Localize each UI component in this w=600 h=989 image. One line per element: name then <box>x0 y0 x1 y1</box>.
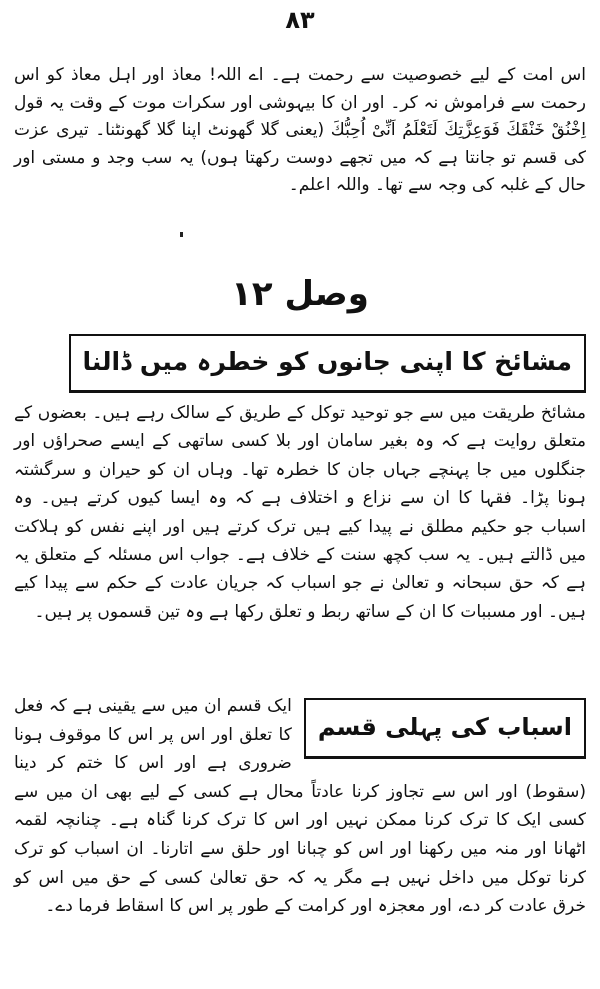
section-heading: وصل ۱۲ <box>231 274 369 314</box>
section-asbab <box>14 692 586 921</box>
boxed-subheading-asbab: اسباب کی پہلی قسم <box>304 698 586 759</box>
page-number: ۸۳ <box>285 6 315 34</box>
boxed-subheading-mashaikh: مشائخ کا اپنی جانوں کو خطرہ میں ڈالنا <box>69 334 586 393</box>
ink-mark <box>180 232 183 237</box>
section-asbab-text: ایک قسم ان میں سے یقینی ہے کہ فعل کا تعلق اور اس پر اس کا موقوف ہونا ضروری ہے اور اس کا ختم کر دینا (سقوط) اور اس سے تجاوز کرنا عادتاً محال ہے کسی کے لیے بھی ان میں سے کسی ایک کا ترک کرنا ممکن نہیں اور اس کا ترک کرنا گناہ ہے۔ چنانچہ لقمہ اٹھانا اور منہ میں رکھنا اور اس کو چبانا اور حلق سے اتارنا۔ ان اسباب کو ترک کرنا توکل میں داخل نہیں ہے مگر یہ کہ حق تعالیٰ کسی کے حق میں اس کو خرق عادت کر دے، اور معجزہ اور کرامت کے طور پر اس کا اسقاط فرما دے۔ <box>14 696 586 917</box>
section-mashaikh <box>14 332 586 626</box>
paragraph-opening: اس امت کے لیے خصوصیت سے رحمت ہے۔ اے اللہ! معاذ اور اہل معاذ کو اس رحمت سے فراموش نہ کر۔ اور ان کا بیہوشی اور سکرات موت کے وقت یہ قول اِخْنُقْ خَنْقَكَ فَوَعِزَّتِكَ لَتَعْلَمُ اَنِّیْ اُحِبُّكَ (یعنی گلا گھونٹ اپنا گلا گھونٹنا۔ تیری عزت کی قسم تو جانتا ہے کہ میں تجھے دوست رکھتا ہوں) یہ سب وجد و مستی اور حال کے غلبہ کی وجہ سے تھا۔ واللہ اعلم۔ <box>14 65 586 196</box>
section-mashaikh-text: مشائخ طریقت میں سے جو توحید توکل کے طریق کے سالک رہے ہیں۔ بعضوں کے متعلق روایت ہے کہ وہ بغیر سامان اور بلا کسی ساتھی کے ایسے صحراؤں اور جنگلوں میں جا پہنچے جہاں جان کا خطرہ تھا۔ وہاں ان کو حیران و سرگشتہ ہونا پڑا۔ فقہا کا ان سے نزاع و اختلاف ہے کہ وہ ایسا کیوں کرتے ہیں۔ وہ اسباب جو حکیم مطلق نے پیدا کیے ہیں ترک کرتے ہیں اور اپنے نفس کو ہلاکت میں ڈالتے ہیں۔ یہ سب کچھ سنت کے خلاف ہے۔ جواب اس مسئلہ کے متعلق یہ ہے کہ حق سبحانہ و تعالیٰ نے جو اسباب کہ جریان عادت کے حکم سے پیدا کیے ہیں۔ اور مسببات کا ان کے ساتھ ربط و تعلق رکھا ہے وہ تین قسموں پر ہیں۔ <box>14 403 586 622</box>
